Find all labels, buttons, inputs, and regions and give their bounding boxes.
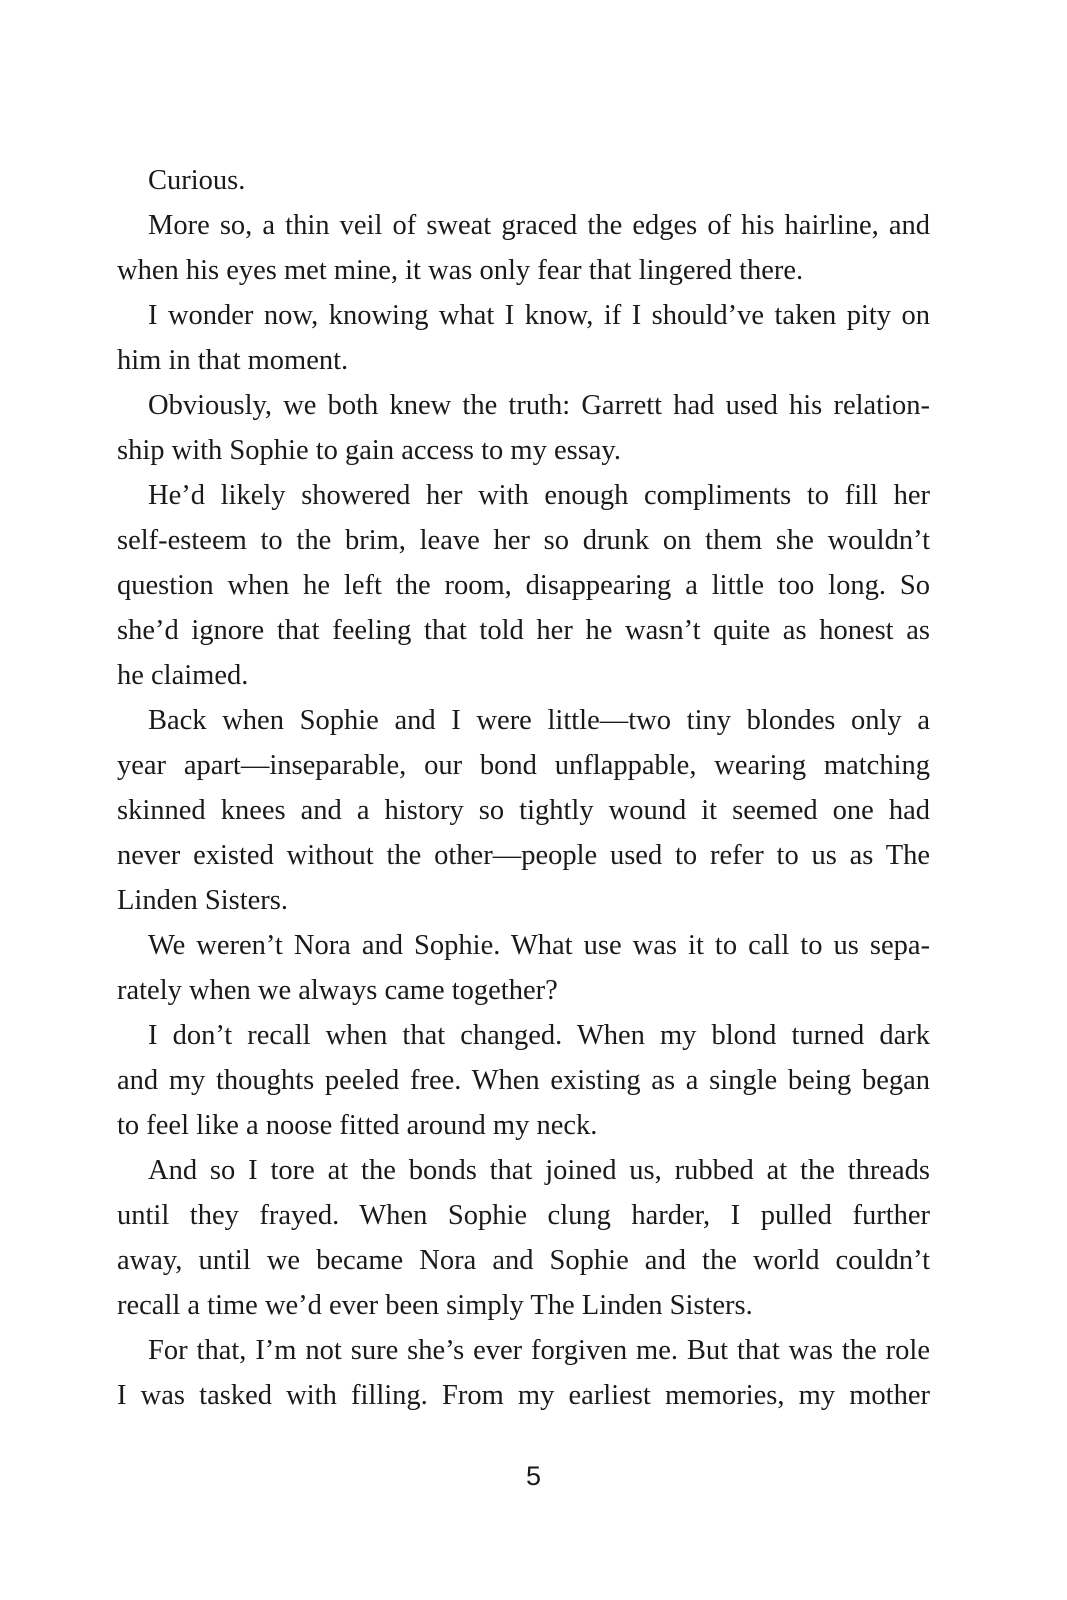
text-line: Linden Sisters.: [117, 885, 288, 916]
text-line: year apart—inseparable, our bond unflappable, wearing matching: [117, 750, 930, 781]
text-line: Obviously, we both knew the truth: Garrett had used his relation-: [148, 390, 930, 421]
text-line: For that, I’m not sure she’s ever forgiven me. But that was the role: [148, 1335, 930, 1366]
text-line: when his eyes met mine, it was only fear that lingered there.: [117, 255, 804, 286]
text-line: Curious.: [148, 165, 246, 196]
page-body: [117, 158, 930, 1418]
text-line: ship with Sophie to gain access to my essay.: [117, 435, 621, 466]
text-line: I was tasked with filling. From my earliest memories, my mother: [117, 1380, 930, 1411]
text-line: skinned knees and a history so tightly wound it seemed one had: [117, 795, 930, 826]
text-line: and my thoughts peeled free. When existing as a single being began: [117, 1065, 930, 1096]
text-line: self-esteem to the brim, leave her so drunk on them she wouldn’t: [117, 525, 930, 556]
text-line: I don’t recall when that changed. When my blond turned dark: [148, 1020, 930, 1051]
text-line: until they frayed. When Sophie clung harder, I pulled further: [117, 1200, 930, 1231]
text-line: never existed without the other—people used to refer to us as The: [117, 840, 930, 871]
text-line: I wonder now, knowing what I know, if I should’ve taken pity on: [148, 300, 930, 331]
text-line: she’d ignore that feeling that told her he wasn’t quite as honest as: [117, 615, 930, 646]
page-number: 5: [525, 1461, 542, 1491]
text-line: Back when Sophie and I were little—two tiny blondes only a: [148, 705, 930, 736]
text-line: rately when we always came together?: [117, 975, 558, 1006]
text-line: away, until we became Nora and Sophie and the world couldn’t: [117, 1245, 930, 1276]
text-line: to feel like a noose fitted around my neck.: [117, 1110, 598, 1141]
text-line: More so, a thin veil of sweat graced the edges of his hairline, and: [148, 210, 930, 241]
text-line: him in that moment.: [117, 345, 349, 376]
text-line: We weren’t Nora and Sophie. What use was it to call to us sepa-: [148, 930, 930, 961]
text-line: question when he left the room, disappearing a little too long. So: [117, 570, 930, 601]
text-line: recall a time we’d ever been simply The Linden Sisters.: [117, 1290, 753, 1321]
text-line: He’d likely showered her with enough compliments to fill her: [148, 480, 930, 511]
text-line: he claimed.: [117, 660, 249, 691]
text-line: And so I tore at the bonds that joined us, rubbed at the threads: [148, 1155, 930, 1186]
